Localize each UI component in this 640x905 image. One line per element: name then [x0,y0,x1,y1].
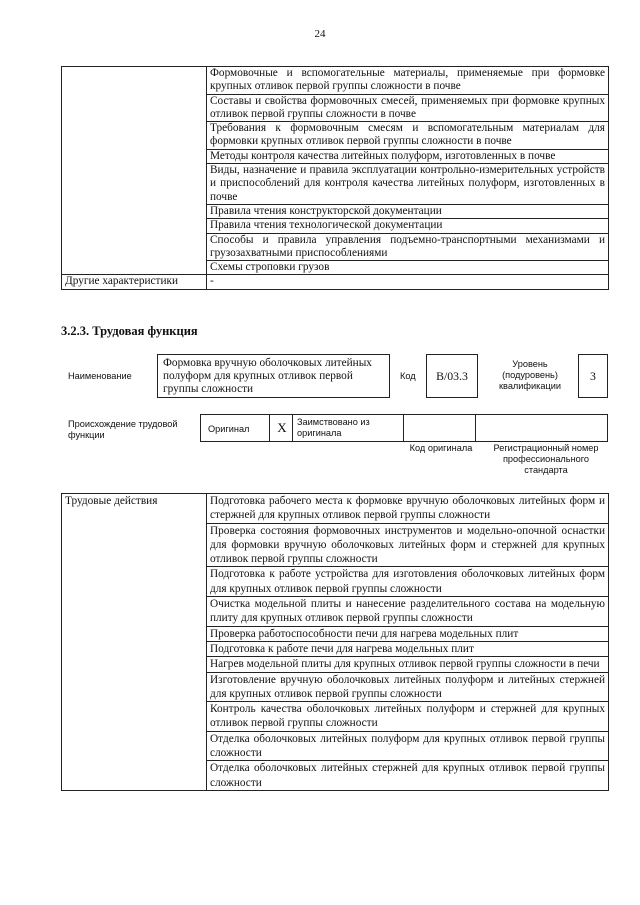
original-mark: X [277,420,287,435]
knowledge-item: Схемы строповки грузов [207,261,609,275]
function-code-label: Код [400,371,416,381]
qualification-level-label: Уровень (подуровень) квалификации [499,359,561,391]
function-name-box: Формовка вручную оболочковых литейных полуформ для крупных отливок первой группы сложности [157,354,390,398]
qualification-level-box: 3 [578,354,608,398]
labor-actions-label: Трудовые действия [62,494,207,791]
labor-action-item: Очистка модельной плиты и нанесение разделительного состава на модельную плиту для крупных отливок первой группы сложности [207,597,609,627]
knowledge-item: Способы и правила управления подъемно-транспортными механизмами и грузозахватными приспособлениями [207,233,609,261]
other-characteristics-value: - [207,275,609,289]
knowledge-item: Составы и свойства формовочных смесей, применяемых при формовке крупных отливок первой группы сложности в почве [207,94,609,122]
labor-action-item: Изготовление вручную оболочковых литейных полуформ и литейных стержней для крупных отливок первой группы сложности [207,672,609,702]
registration-number-cell [475,414,608,442]
function-code-box: B/03.3 [426,354,478,398]
labor-action-item: Подготовка к работе устройства для изготовления оболочковых литейных форм для крупных отливок первой группы сложности [207,567,609,597]
page-number: 24 [314,28,326,40]
original-cell [200,414,270,442]
original-mark-cell [269,414,293,442]
knowledge-item: Виды, назначение и правила эксплуатации контрольно-измерительных устройств и приспособлений для контроля качества литейных полуформ, изготовленных в почве [207,164,609,205]
labor-action-item: Проверка работоспособности печи для нагрева модельных плит [207,626,609,641]
function-name-label: Наименование [68,371,132,381]
knowledge-item: Методы контроля качества литейных полуформ, изготовленных в почве [207,149,609,163]
labor-action-item: Подготовка к работе печи для нагрева модельных плит [207,641,609,656]
other-characteristics-label: Другие характеристики [62,275,207,289]
section-title: 3.2.3. Трудовая функция [61,324,198,338]
labor-action-item: Проверка состояния формовочных инструментов и модельно-опочной оснастки для формовки вручную оболочковых литейных форм и стержней для крупных отливок первой группы сложности [207,523,609,567]
borrowed-cell [292,414,404,442]
knowledge-item: Правила чтения технологической документации [207,219,609,233]
original-code-caption: Код оригинала [409,443,473,453]
knowledge-item: Требования к формовочным смесям и вспомогательным материалам для формовки крупных отливок первой группы сложности в почве [207,122,609,150]
labor-action-item: Отделка оболочковых литейных полуформ для крупных отливок первой группы сложности [207,731,609,761]
knowledge-item: Формовочные и вспомогательные материалы, применяемые при формовке крупных отливок первой группы сложности в почве [207,67,609,95]
borrowed-label: Заимствовано из оригинала [297,417,370,438]
labor-action-item: Нагрев модельной плиты для крупных отливок первой группы сложности в печи [207,657,609,672]
function-origin-label: Происхождение трудовой функции [68,419,178,440]
labor-action-item: Подготовка рабочего места к формовке вручную оболочковых литейных форм и стержней для крупных отливок первой группы сложности [207,494,609,524]
labor-actions-table [61,493,609,791]
original-code-cell [403,414,476,442]
labor-action-item: Отделка оболочковых литейных стержней для крупных отливок первой группы сложности [207,761,609,791]
original-label: Оригинал [208,424,250,434]
labor-action-item: Контроль качества оболочковых литейных полуформ и стержней для крупных отливок первой группы сложности [207,702,609,732]
knowledge-label-cell [62,67,207,275]
origin-row [200,414,608,442]
knowledge-item: Правила чтения конструкторской документации [207,204,609,218]
knowledge-table [61,66,609,290]
registration-number-caption: Регистрационный номер профессионального стандарта [493,443,599,475]
